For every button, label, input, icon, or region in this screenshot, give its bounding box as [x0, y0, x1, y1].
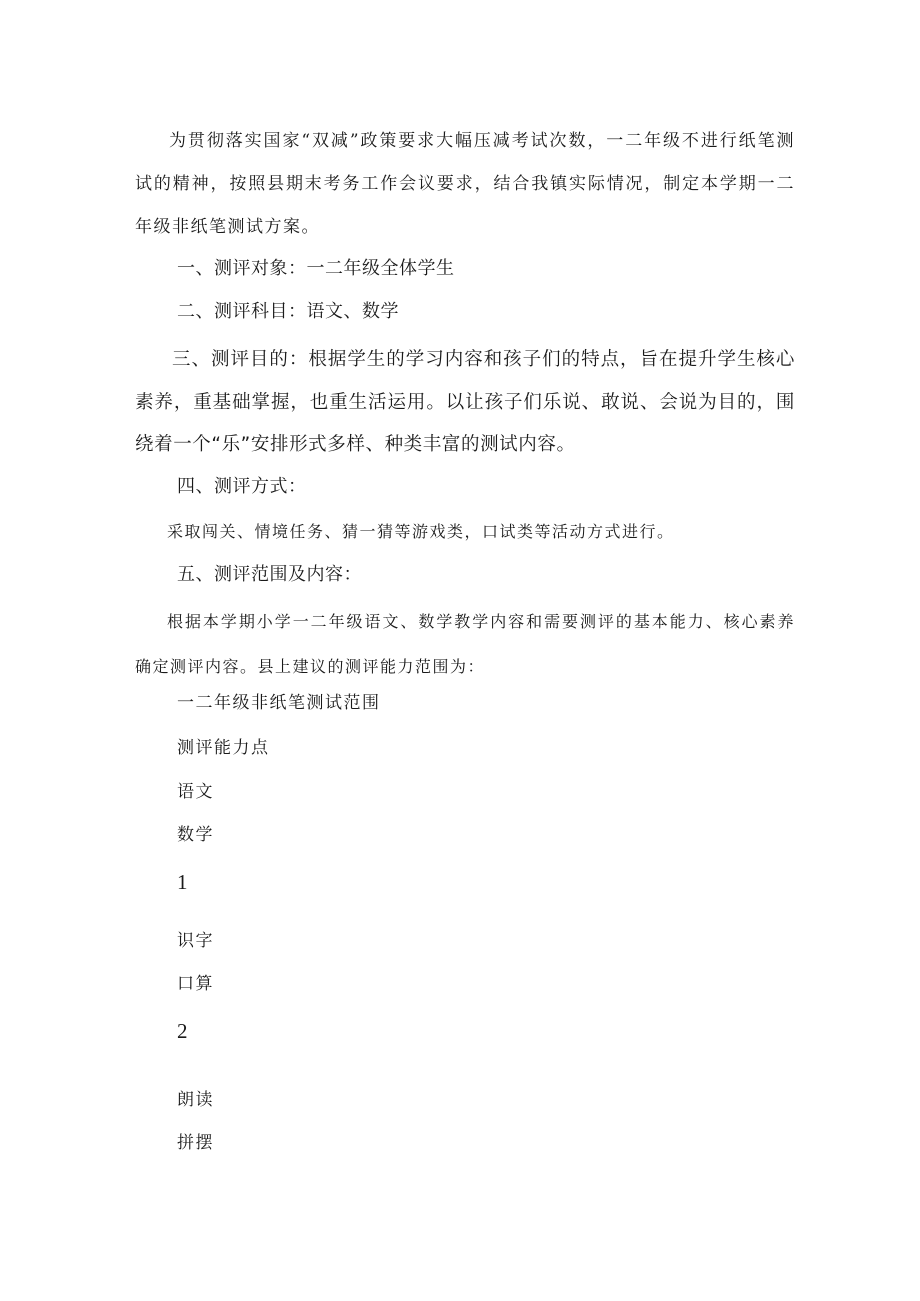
section-subjects: 二、测评科目：语文、数学	[177, 301, 399, 322]
table-cell-chinese: 朗读	[177, 1090, 214, 1110]
table-header-ability: 测评能力点	[177, 738, 270, 758]
section-method-heading: 四、测评方式：	[177, 476, 307, 497]
table-header-math: 数学	[177, 825, 214, 845]
table-cell-chinese: 识字	[177, 931, 214, 951]
table-header-chinese: 语文	[177, 782, 214, 802]
table-row-number: 2	[177, 1019, 188, 1043]
section-goal: 三、测评目的：根据学生的学习内容和孩子们的特点，旨在提升学生核心素养，重基础掌握，也重生活运用。以让孩子们乐说、敢说、会说为目的，围绕着一个“乐”安排形式多样、种类丰富的测试内容。	[135, 349, 795, 455]
intro-paragraph: 为贯彻落实国家“双减”政策要求大幅压减考试次数，一二年级不进行纸笔测试的精神，按照县期末考务工作会议要求，结合我镇实际情况，制定本学期一二年级非纸笔测试方案。	[135, 131, 795, 237]
table-cell-math: 拼摆	[177, 1133, 214, 1153]
section-target: 一、测评对象：一二年级全体学生	[177, 258, 455, 279]
section-scope-text: 根据本学期小学一二年级语文、数学教学内容和需要测评的基本能力、核心素养确定测评内容。县上建议的测评能力范围为：	[135, 612, 795, 676]
section-scope-heading: 五、测评范围及内容：	[177, 564, 362, 585]
table-cell-math: 口算	[177, 974, 214, 994]
table-row-number: 1	[177, 870, 188, 894]
section-method-text: 采取闯关、情境任务、猜一猜等游戏类，口试类等活动方式进行。	[167, 522, 675, 541]
table-title: 一二年级非纸笔测试范围	[177, 693, 381, 713]
